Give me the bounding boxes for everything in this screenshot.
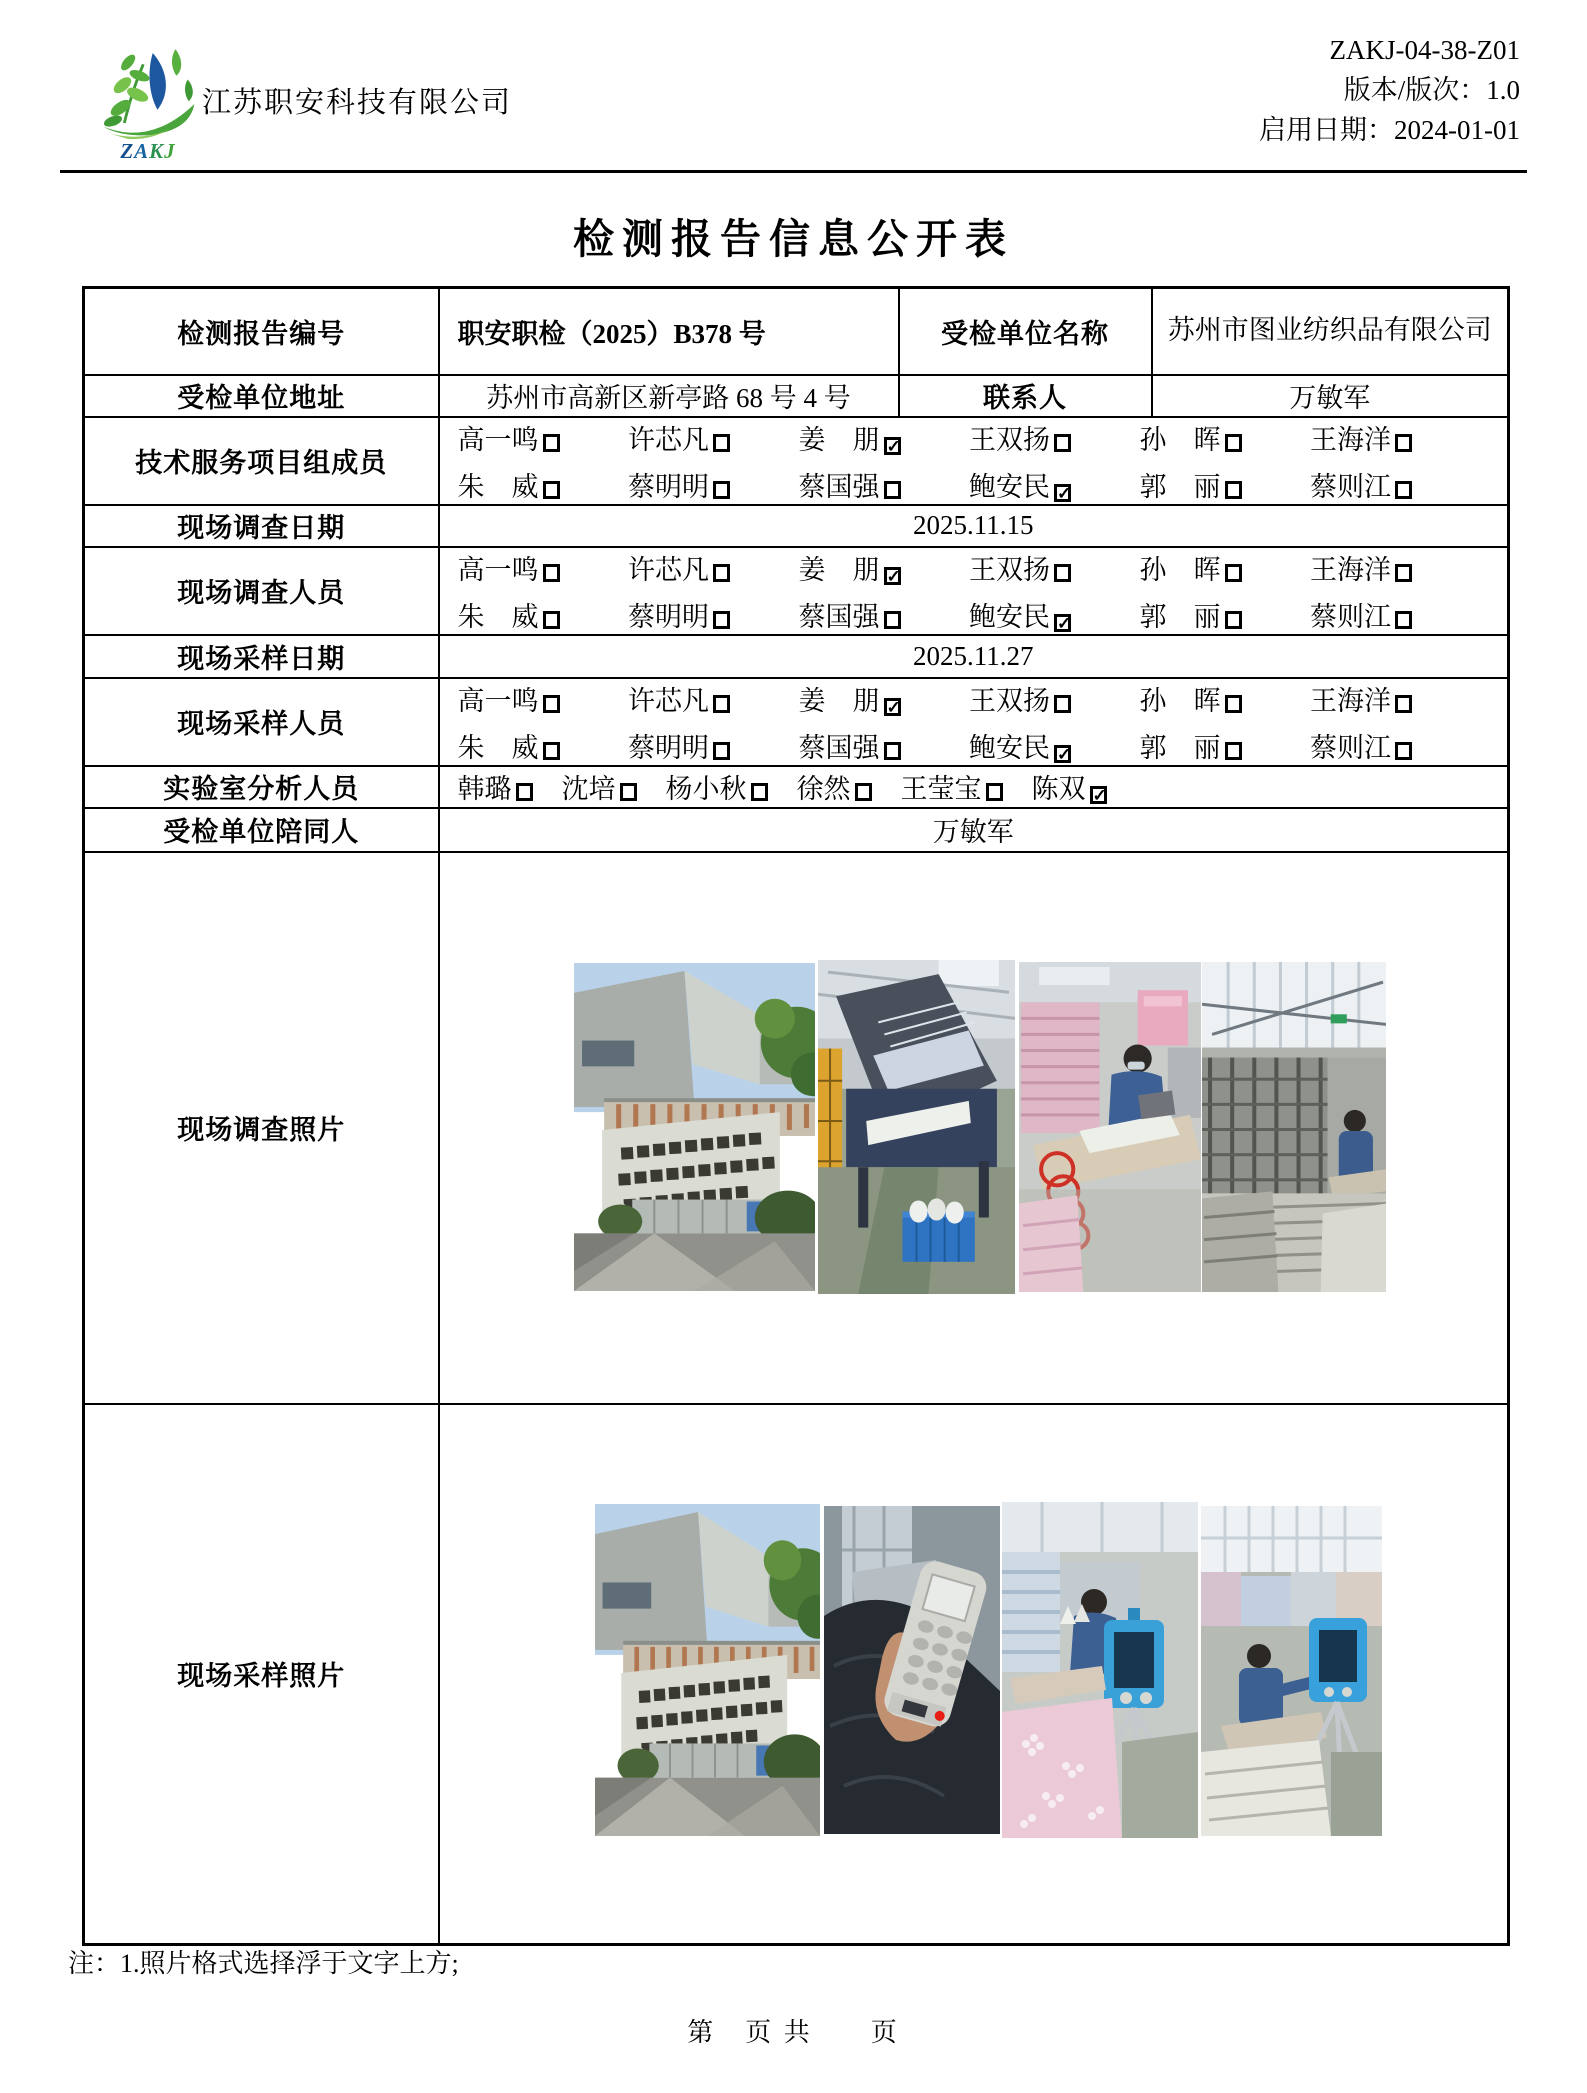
table-row bbox=[84, 417, 1509, 505]
staff-name-text: 蔡明明 bbox=[628, 471, 709, 502]
sampling-staff-label: 现场采样人员 bbox=[84, 678, 439, 766]
contact-value: 万敏军 bbox=[1152, 375, 1509, 417]
sampling-photos-label: 现场采样照片 bbox=[84, 1404, 439, 1945]
staff-name-text: 沈培 bbox=[561, 774, 616, 804]
staff-name-item bbox=[969, 418, 1071, 457]
staff-name-item bbox=[969, 726, 1071, 765]
staff-name-text: 姜 朋 bbox=[798, 554, 880, 585]
document-meta bbox=[1259, 30, 1520, 150]
staff-name-text: 徐然 bbox=[796, 774, 851, 804]
checkbox-empty-icon[interactable] bbox=[713, 742, 730, 760]
staff-name-item bbox=[562, 767, 637, 806]
staff-name-item bbox=[1310, 548, 1412, 587]
survey-staff-cell bbox=[439, 547, 1509, 635]
team-label: 技术服务项目组成员 bbox=[84, 417, 439, 505]
page-number-footer: 第 页 共 页 bbox=[687, 2018, 900, 2047]
staff-name-text: 许芯凡 bbox=[628, 685, 709, 716]
checkbox-empty-icon[interactable] bbox=[713, 611, 730, 629]
unit-addr-label: 受检单位地址 bbox=[84, 375, 439, 417]
staff-name-item bbox=[458, 726, 560, 765]
staff-name-item bbox=[1310, 418, 1412, 457]
table-row bbox=[84, 1404, 1509, 1945]
staff-name-item bbox=[628, 679, 730, 718]
staff-name-item bbox=[628, 595, 730, 634]
survey-photo-sewing-worker bbox=[1019, 962, 1201, 1292]
table-row bbox=[84, 547, 1509, 635]
survey-photos-cell bbox=[439, 852, 1509, 1404]
checkbox-empty-icon[interactable] bbox=[1225, 742, 1242, 760]
report-no-value: 职安职检（2025）B378 号 bbox=[439, 288, 899, 375]
staff-name-item bbox=[458, 418, 560, 457]
checkbox-empty-icon[interactable] bbox=[986, 783, 1003, 801]
table-row bbox=[84, 852, 1509, 1404]
staff-name-text: 郭 丽 bbox=[1139, 732, 1221, 763]
staff-name-item bbox=[969, 595, 1071, 634]
checkbox-empty-icon[interactable] bbox=[884, 742, 901, 760]
staff-name-item bbox=[969, 548, 1071, 587]
report-no-label: 检测报告编号 bbox=[84, 288, 439, 375]
checkbox-empty-icon[interactable] bbox=[543, 695, 560, 713]
staff-name-text: 蔡国强 bbox=[798, 601, 880, 632]
checkbox-empty-icon[interactable] bbox=[713, 481, 730, 499]
info-table bbox=[82, 286, 1510, 1946]
staff-name-text: 高一鸣 bbox=[457, 424, 539, 455]
checkbox-empty-icon[interactable] bbox=[1054, 564, 1071, 582]
checkbox-empty-icon[interactable] bbox=[751, 783, 768, 801]
staff-name-text: 蔡明明 bbox=[628, 601, 709, 632]
checkbox-checked-icon[interactable]: ✓ bbox=[1054, 484, 1071, 502]
checkbox-empty-icon[interactable] bbox=[516, 783, 533, 801]
checkbox-empty-icon[interactable] bbox=[1225, 564, 1242, 582]
table-row bbox=[84, 375, 1509, 417]
table-row bbox=[84, 766, 1509, 808]
staff-name-text: 朱 威 bbox=[457, 732, 539, 763]
staff-name-item bbox=[799, 726, 901, 765]
staff-name-item bbox=[458, 767, 533, 806]
staff-name-item bbox=[799, 465, 901, 504]
staff-name-item bbox=[628, 418, 730, 457]
sampling-staff-cell bbox=[439, 678, 1509, 766]
accompany-value: 万敏军 bbox=[439, 808, 1509, 852]
checkbox-empty-icon[interactable] bbox=[713, 564, 730, 582]
staff-name-text: 蔡明明 bbox=[628, 732, 709, 763]
checkbox-checked-icon[interactable]: ✓ bbox=[884, 567, 901, 585]
staff-name-item bbox=[458, 548, 560, 587]
logo-zakj-text: ZAKJ bbox=[120, 139, 176, 163]
checkbox-empty-icon[interactable] bbox=[543, 611, 560, 629]
unit-name-label: 受检单位名称 bbox=[899, 288, 1152, 375]
checkbox-empty-icon[interactable] bbox=[1395, 611, 1412, 629]
staff-name-text: 高一鸣 bbox=[457, 685, 539, 716]
survey-date-value: 2025.11.15 bbox=[439, 505, 1509, 547]
contact-label: 联系人 bbox=[899, 375, 1152, 417]
staff-name-text: 韩璐 bbox=[457, 774, 512, 804]
table-row bbox=[84, 288, 1509, 375]
checkbox-empty-icon[interactable] bbox=[543, 434, 560, 452]
survey-photo-loom bbox=[818, 960, 1015, 1294]
staff-name-text: 蔡国强 bbox=[798, 732, 880, 763]
staff-name-text: 鲍安民 bbox=[969, 471, 1050, 502]
staff-name-text: 许芯凡 bbox=[628, 554, 709, 585]
table-row bbox=[84, 505, 1509, 547]
staff-name-item bbox=[458, 465, 560, 504]
staff-name-text: 鲍安民 bbox=[969, 601, 1050, 632]
checkbox-checked-icon[interactable]: ✓ bbox=[1054, 745, 1071, 763]
checkbox-empty-icon[interactable] bbox=[713, 695, 730, 713]
staff-name-item bbox=[969, 465, 1071, 504]
checkbox-empty-icon[interactable] bbox=[1395, 695, 1412, 713]
checkbox-empty-icon[interactable] bbox=[884, 481, 901, 499]
staff-name-item bbox=[1310, 465, 1412, 504]
doc-code: ZAKJ-04-38-Z01 bbox=[1329, 35, 1520, 65]
staff-name-text: 蔡则江 bbox=[1310, 732, 1391, 763]
team-members-list bbox=[440, 418, 1508, 504]
staff-name-item bbox=[1140, 418, 1242, 457]
checkbox-empty-icon[interactable] bbox=[1054, 434, 1071, 452]
sampling-photo-pump-pink-fabric bbox=[1002, 1502, 1198, 1838]
checkbox-empty-icon[interactable] bbox=[1395, 742, 1412, 760]
staff-name-text: 朱 威 bbox=[457, 601, 539, 632]
checkbox-checked-icon[interactable]: ✓ bbox=[1090, 786, 1107, 804]
checkbox-empty-icon[interactable] bbox=[543, 742, 560, 760]
doc-effective-date: 启用日期：2024-01-01 bbox=[1259, 115, 1520, 145]
checkbox-empty-icon[interactable] bbox=[1395, 481, 1412, 499]
staff-name-item bbox=[1310, 679, 1412, 718]
staff-name-item bbox=[799, 595, 901, 634]
staff-name-item bbox=[1140, 595, 1242, 634]
staff-name-text: 郭 丽 bbox=[1139, 471, 1221, 502]
lab-staff-cell bbox=[439, 766, 1509, 808]
header-divider bbox=[60, 170, 1527, 173]
staff-name-text: 王双扬 bbox=[969, 424, 1050, 455]
checkbox-empty-icon[interactable] bbox=[713, 434, 730, 452]
staff-name-item bbox=[628, 465, 730, 504]
company-name: 江苏职安科技有限公司 bbox=[202, 87, 513, 119]
checkbox-empty-icon[interactable] bbox=[1395, 434, 1412, 452]
staff-name-item bbox=[628, 548, 730, 587]
survey-photo-factory-gate bbox=[574, 963, 815, 1291]
staff-name-text: 姜 朋 bbox=[798, 424, 880, 455]
checkbox-empty-icon[interactable] bbox=[543, 564, 560, 582]
staff-name-text: 孙 晖 bbox=[1139, 685, 1221, 716]
staff-name-item bbox=[799, 679, 901, 718]
staff-name-item bbox=[901, 767, 1003, 806]
checkbox-checked-icon[interactable]: ✓ bbox=[1054, 614, 1071, 632]
footnote: 注：1.照片格式选择浮于文字上方; bbox=[68, 1949, 459, 1978]
staff-name-text: 郭 丽 bbox=[1139, 601, 1221, 632]
sampling-photo-pump-workstation bbox=[1201, 1506, 1382, 1836]
staff-name-text: 王海洋 bbox=[1310, 424, 1391, 455]
staff-name-text: 王海洋 bbox=[1310, 685, 1391, 716]
checkbox-empty-icon[interactable] bbox=[855, 783, 872, 801]
table-row bbox=[84, 678, 1509, 766]
staff-name-item bbox=[666, 767, 768, 806]
checkbox-empty-icon[interactable] bbox=[1225, 695, 1242, 713]
lab-staff-label: 实验室分析人员 bbox=[84, 766, 439, 808]
staff-name-item bbox=[1140, 679, 1242, 718]
staff-name-text: 蔡则江 bbox=[1310, 601, 1391, 632]
unit-addr-value: 苏州市高新区新亭路 68 号 4 号 bbox=[439, 375, 899, 417]
staff-name-item bbox=[458, 595, 560, 634]
lab-staff-list bbox=[440, 767, 1508, 806]
staff-name-text: 高一鸣 bbox=[457, 554, 539, 585]
table-row bbox=[84, 635, 1509, 678]
checkbox-empty-icon[interactable] bbox=[1225, 434, 1242, 452]
staff-name-item bbox=[1140, 726, 1242, 765]
accompany-label: 受检单位陪同人 bbox=[84, 808, 439, 852]
staff-name-item bbox=[1310, 726, 1412, 765]
staff-name-text: 王海洋 bbox=[1310, 554, 1391, 585]
unit-name-value: 苏州市图业纺织品有限公司 bbox=[1152, 288, 1509, 375]
checkbox-checked-icon[interactable]: ✓ bbox=[884, 437, 901, 455]
staff-name-item bbox=[969, 679, 1071, 718]
staff-name-text: 蔡国强 bbox=[798, 471, 880, 502]
survey-date-label: 现场调查日期 bbox=[84, 505, 439, 547]
staff-name-text: 王莹宝 bbox=[900, 774, 982, 804]
checkbox-empty-icon[interactable] bbox=[1395, 564, 1412, 582]
staff-name-item bbox=[797, 767, 872, 806]
staff-name-item bbox=[1032, 767, 1107, 806]
table-row bbox=[84, 808, 1509, 852]
sampling-staff-list bbox=[440, 679, 1508, 765]
staff-name-item bbox=[628, 726, 730, 765]
checkbox-empty-icon[interactable] bbox=[620, 783, 637, 801]
staff-name-text: 王双扬 bbox=[969, 554, 1050, 585]
checkbox-empty-icon[interactable] bbox=[543, 481, 560, 499]
staff-name-text: 孙 晖 bbox=[1139, 424, 1221, 455]
staff-name-text: 杨小秋 bbox=[665, 774, 747, 804]
staff-name-text: 孙 晖 bbox=[1139, 554, 1221, 585]
sampling-photo-handheld-meter bbox=[824, 1506, 1000, 1834]
staff-name-text: 许芯凡 bbox=[628, 424, 709, 455]
survey-photo-warehouse bbox=[1202, 962, 1386, 1292]
checkbox-empty-icon[interactable] bbox=[1225, 611, 1242, 629]
staff-name-text: 姜 朋 bbox=[798, 685, 880, 716]
page-title: 检测报告信息公开表 bbox=[573, 216, 1014, 262]
survey-staff-label: 现场调查人员 bbox=[84, 547, 439, 635]
staff-name-text: 鲍安民 bbox=[969, 732, 1050, 763]
staff-name-text: 蔡则江 bbox=[1310, 471, 1391, 502]
checkbox-empty-icon[interactable] bbox=[1054, 695, 1071, 713]
checkbox-empty-icon[interactable] bbox=[1225, 481, 1242, 499]
staff-name-item bbox=[1140, 465, 1242, 504]
staff-name-item bbox=[1140, 548, 1242, 587]
sampling-date-value: 2025.11.27 bbox=[439, 635, 1509, 678]
survey-photos-label: 现场调查照片 bbox=[84, 852, 439, 1404]
sampling-photos-cell bbox=[439, 1404, 1509, 1945]
staff-name-item bbox=[799, 548, 901, 587]
checkbox-checked-icon[interactable]: ✓ bbox=[884, 698, 901, 716]
sampling-photo-factory-gate bbox=[595, 1504, 820, 1836]
survey-staff-list bbox=[440, 548, 1508, 634]
leaf-logo-icon bbox=[96, 36, 200, 140]
company-logo bbox=[88, 36, 208, 176]
staff-name-item bbox=[458, 679, 560, 718]
doc-version: 版本/版次：1.0 bbox=[1343, 75, 1520, 105]
staff-name-item bbox=[1310, 595, 1412, 634]
staff-name-text: 陈双 bbox=[1031, 774, 1086, 804]
checkbox-empty-icon[interactable] bbox=[884, 611, 901, 629]
staff-name-text: 王双扬 bbox=[969, 685, 1050, 716]
team-members-cell bbox=[439, 417, 1509, 505]
staff-name-text: 朱 威 bbox=[457, 471, 539, 502]
sampling-date-label: 现场采样日期 bbox=[84, 635, 439, 678]
staff-name-item bbox=[799, 418, 901, 457]
